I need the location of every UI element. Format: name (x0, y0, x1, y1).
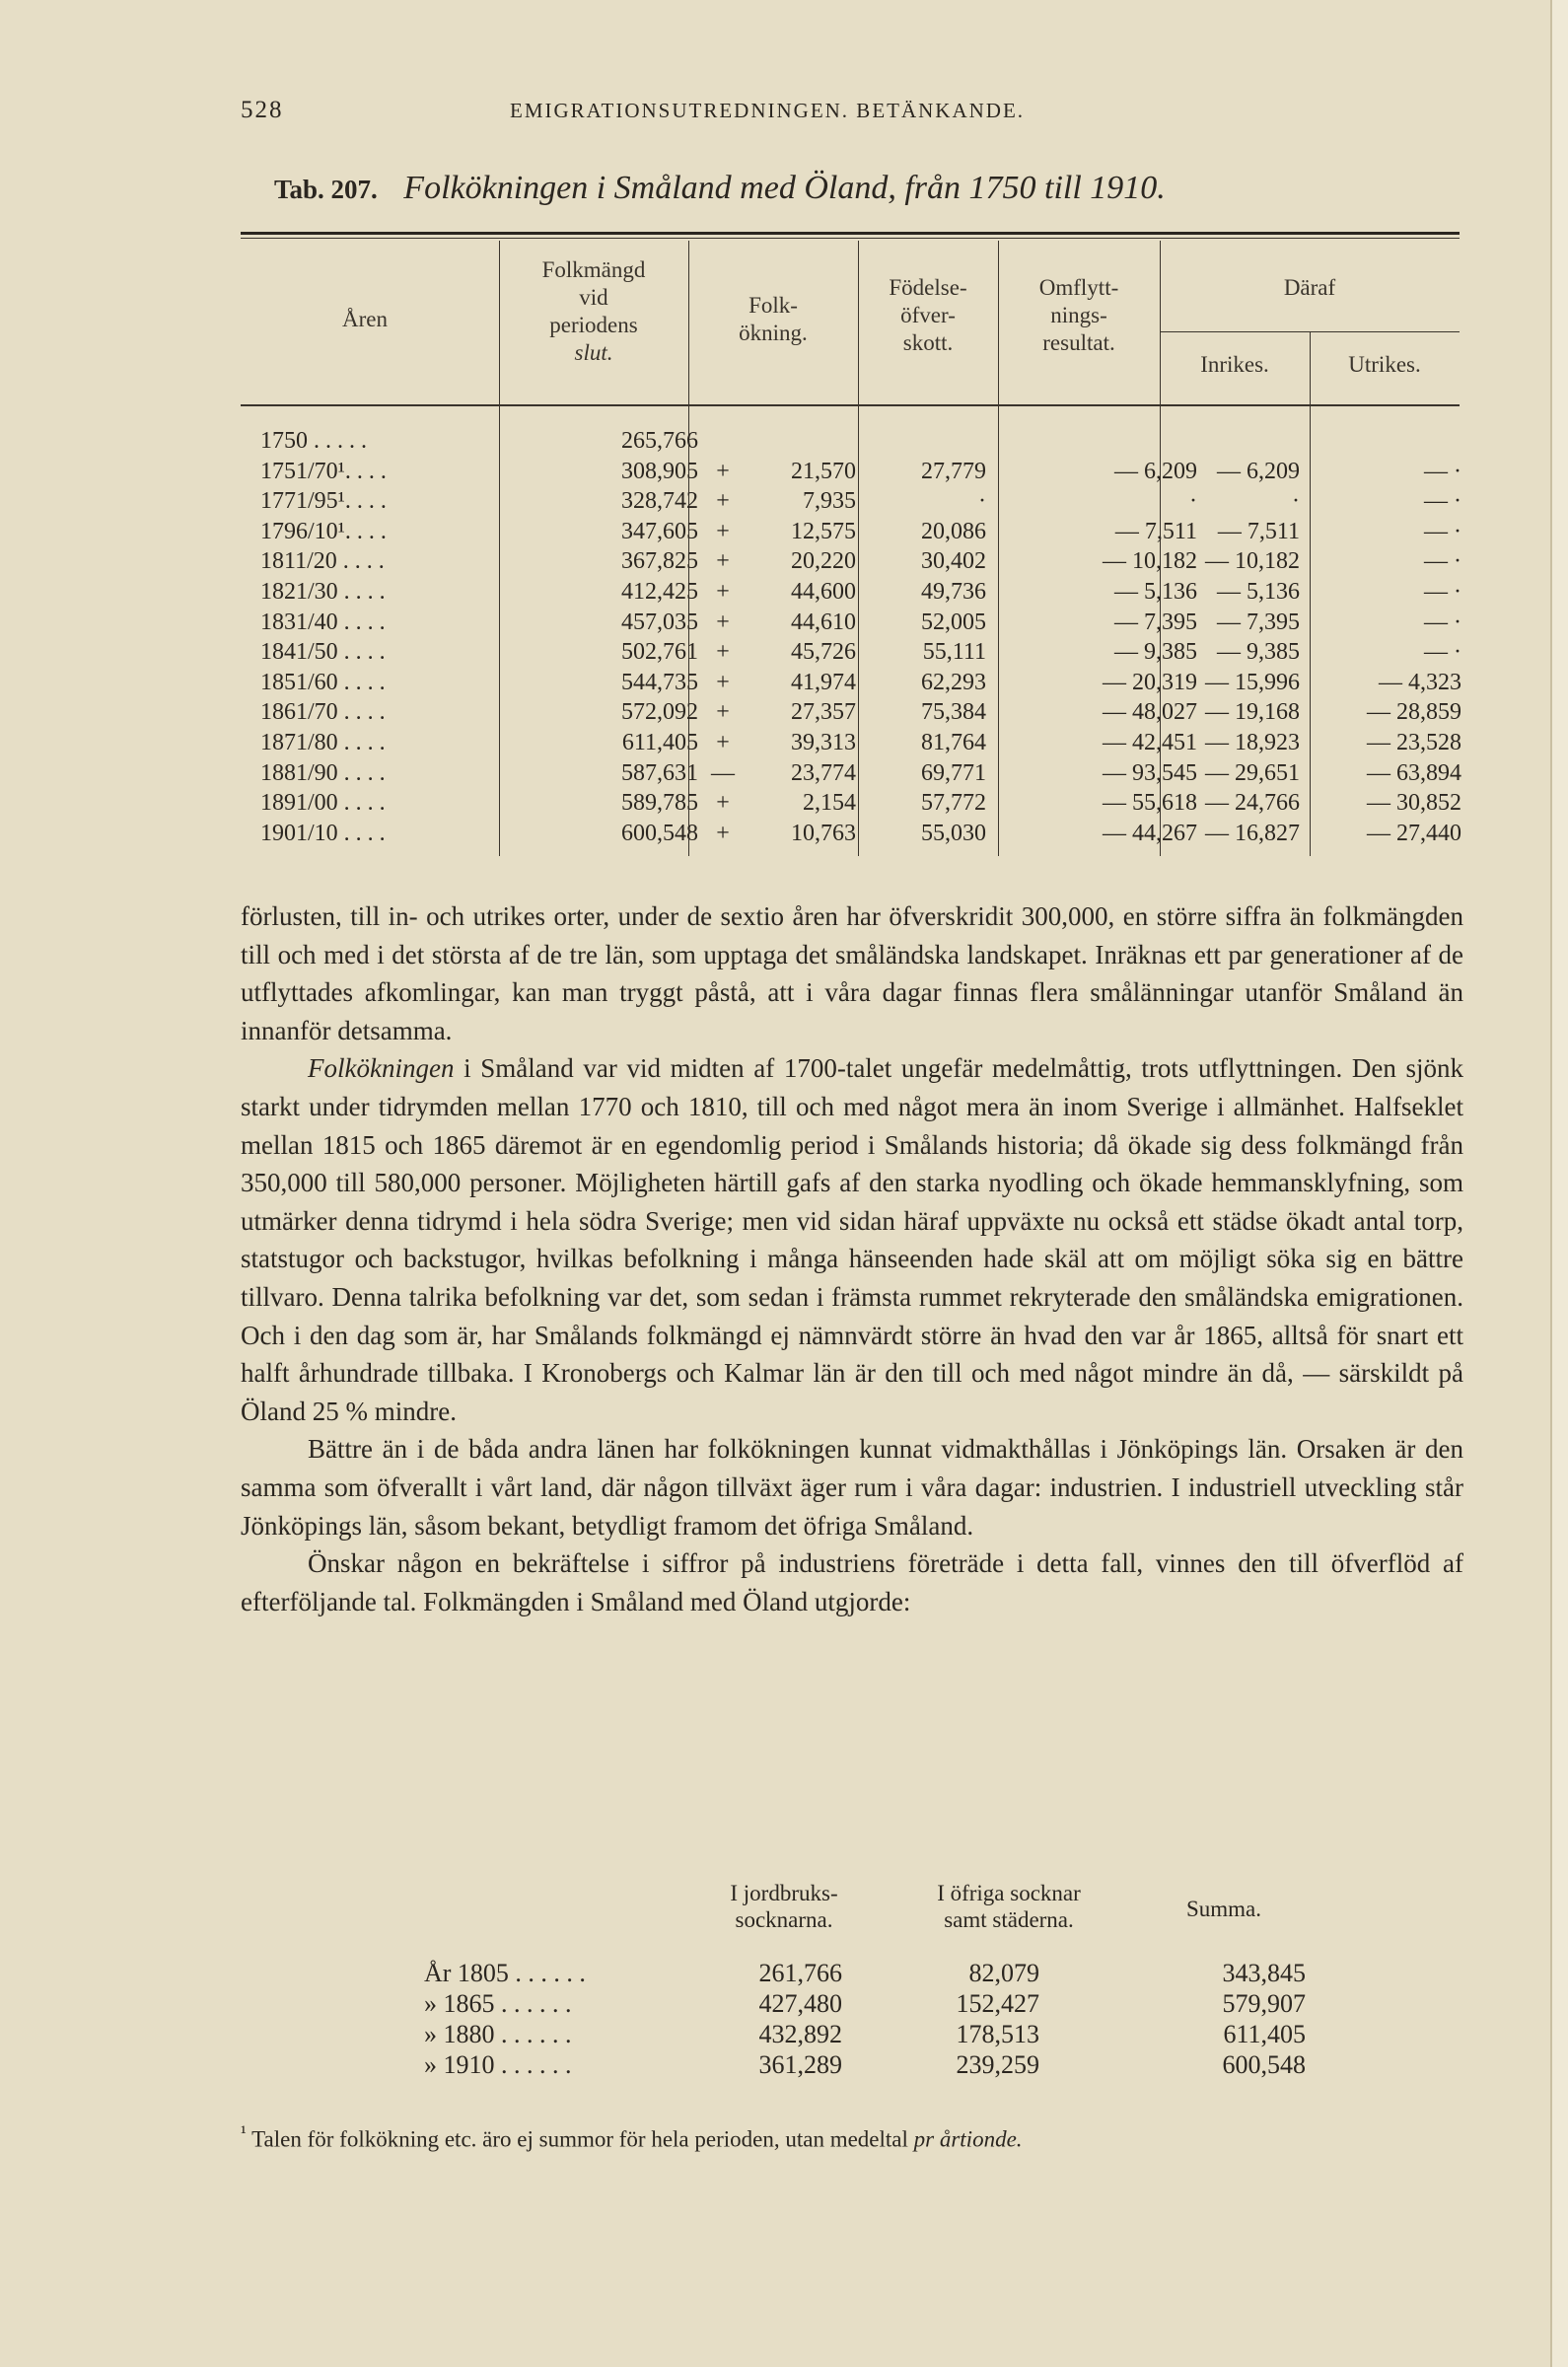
cell-births: 20,086 (921, 518, 986, 544)
cell-population: 457,035 (621, 609, 698, 635)
cell-sign: + (716, 669, 730, 695)
cell-births: 55,111 (922, 639, 986, 666)
cell-births: 49,736 (921, 579, 986, 605)
cell-domestic: — 5,136 (1217, 579, 1300, 605)
cell-sign: — (711, 759, 735, 786)
cell-migration: · (1189, 488, 1197, 515)
small-cell-b: 152,427 (956, 1989, 1039, 2018)
cell-years: 1851/60 . . . . (260, 669, 386, 695)
cell-foreign: — · (1424, 579, 1461, 605)
cell-increase: 2,154 (803, 790, 856, 817)
small-table-row (241, 1989, 1325, 2019)
cell-years: 1831/40 . . . . (260, 609, 386, 635)
page-edge (1550, 0, 1568, 2367)
cell-foreign: — · (1424, 458, 1461, 484)
table-row (241, 546, 1460, 576)
col-header-population-l1: Folkmängd (541, 257, 646, 282)
cell-increase: 21,570 (791, 458, 856, 484)
table-top-rule (241, 232, 1460, 235)
cell-births: 55,030 (921, 820, 986, 846)
small-cell-a: 432,892 (758, 2020, 842, 2048)
col-header-increase-l2: ökning. (739, 321, 808, 345)
cell-births: 62,293 (921, 669, 986, 695)
cell-migration: — 42,451 (1103, 730, 1197, 755)
cell-population: 587,631 (621, 759, 698, 786)
cell-births: 52,005 (921, 609, 986, 635)
small-table-header-b-l1: I öfriga socknar (937, 1881, 1081, 1905)
cell-foreign: — 28,859 (1367, 699, 1461, 726)
col-header-population-l4 (499, 339, 688, 367)
col-header-domestic: Inrikes. (1200, 352, 1269, 377)
paragraph-2-lead: Folkökningen (308, 1053, 455, 1084)
cell-years: 1861/70 . . . . (260, 699, 386, 726)
small-cell-c: 579,907 (1222, 1989, 1306, 2018)
table-row (241, 697, 1460, 727)
small-cell-b: 82,079 (968, 1959, 1039, 1987)
cell-migration: — 7,511 (1114, 518, 1197, 544)
col-header-births-l2: öfver- (900, 303, 956, 327)
col-header-births-l1: Födelse- (889, 275, 967, 300)
small-table-row (241, 1959, 1325, 1988)
cell-years: 1771/95¹. . . . (260, 488, 387, 515)
table-caption: Folkökningen i Småland med Öland, från 1750 till 1910. (403, 170, 1166, 206)
running-header-title: EMIGRATIONSUTREDNINGEN. BETÄNKANDE. (510, 99, 1026, 122)
cell-population: 412,425 (621, 579, 698, 605)
cell-sign: + (716, 790, 730, 817)
cell-population: 502,761 (621, 639, 698, 666)
small-cell-b: 178,513 (956, 2020, 1039, 2048)
small-cell-year: » 1910 . . . . . . (424, 2050, 572, 2079)
paragraph-2-text: i Småland var vid midten af 1700-talet ungefär medelmåttig, trots utflyttningen. Den sjönk starkt under tidrymden mellan 1770 och 1810, till och med något mera än inom Sverige i allmänhet. Halfseklet mellan 1815 och 1865 däremot är en egendomlig period i Smålands historia; då ökade sig dess folkmängd från 350,000 till 580,000 personer. Möjligheten härtill gafs af den starka nyodling och ökade hemmansklyfning, som utmärker denna tidrymd i hela södra Sverige; men vid sidan häraf uppväxte nu också ett städse ökadt antal torp, statstugor och backstugor, hvilkas befolkning i många hänseenden hade skäl att om möjligt söka sig en bättre tillvaro. Denna talrika befolkning var det, som sedan i främsta rummet rekryterade den småländska emigrationen. Och i den dag som är, har Smålands folkmängd ej nämnvärdt större än hvad den var år 1865, alltså för snart ett halft århundrade tillbaka. I Kronobergs och Kalmar län är den till och med något mindre än då, — särskildt på Öland 25 % mindre. (241, 1053, 1463, 1426)
small-cell-year: » 1880 . . . . . . (424, 2020, 572, 2048)
cell-migration: — 7,395 (1114, 609, 1197, 635)
cell-domestic: — 7,395 (1217, 609, 1300, 635)
small-cell-year: År 1805 . . . . . . (424, 1959, 586, 1987)
cell-domestic: — 19,168 (1205, 699, 1300, 726)
table-row (241, 608, 1460, 637)
table-row (241, 788, 1460, 818)
table-row (241, 728, 1460, 757)
cell-migration: — 48,027 (1103, 699, 1197, 726)
cell-migration: — 20,319 (1103, 669, 1197, 695)
small-table-header-a (690, 1880, 878, 1933)
col-header-years: Åren (342, 307, 388, 331)
cell-births: · (978, 488, 986, 515)
col-header-population (499, 256, 688, 367)
small-cell-c: 600,548 (1222, 2050, 1306, 2079)
paragraph-1: förlusten, till in- och utrikes orter, under de sextio åren har öfverskridit 300,000, en större siffra än folkmängden till och med i det största af de tre län, som upptaga det småländska landskapet. Inräknas ett par generationer af de utflyttades afkomlingar, kan man tryggt påstå, att i våra dagar finnas flera smålänningar utanför Småland än innanför detsamma. (241, 901, 1463, 1045)
cell-population: 265,766 (621, 428, 698, 454)
cell-population: 347,605 (621, 518, 698, 544)
col-header-population-slut: slut. (574, 340, 613, 365)
small-cell-b: 239,259 (956, 2050, 1039, 2079)
cell-foreign: — 27,440 (1367, 820, 1461, 846)
cell-births: 81,764 (921, 730, 986, 755)
cell-population: 544,735 (621, 669, 698, 695)
table-row (241, 517, 1460, 546)
table-title (274, 170, 1458, 207)
cell-sign: + (716, 609, 730, 635)
footnote-text: Talen för folkökning etc. äro ej summor för hela perioden, utan medeltal (246, 2126, 914, 2152)
running-head (241, 97, 1483, 136)
cell-increase: 44,610 (791, 609, 856, 635)
cell-domestic: — 9,385 (1217, 639, 1300, 666)
cell-migration: — 9,385 (1114, 639, 1197, 666)
col-header-foreign: Utrikes. (1348, 352, 1421, 377)
body-text (241, 897, 1463, 1620)
cell-births: 57,772 (921, 790, 986, 817)
small-table-header-b-l2: samt städerna. (944, 1907, 1074, 1932)
cell-sign: + (716, 699, 730, 726)
table-row (241, 668, 1460, 697)
small-cell-a: 361,289 (758, 2050, 842, 2079)
cell-births: 69,771 (921, 759, 986, 786)
cell-years: 1901/10 . . . . (260, 820, 386, 846)
cell-foreign: — 23,528 (1367, 730, 1461, 755)
cell-births: 27,779 (921, 458, 986, 484)
cell-years: 1811/20 . . . . (260, 548, 385, 575)
cell-increase: 39,313 (791, 730, 856, 755)
col-header-increase-l1: Folk- (748, 293, 798, 318)
cell-domestic: — 15,996 (1205, 669, 1300, 695)
cell-domestic: — 29,651 (1205, 759, 1300, 786)
cell-sign: + (716, 548, 730, 575)
cell-population: 572,092 (621, 699, 698, 726)
cell-population: 611,405 (621, 730, 698, 755)
col-header-migration-l3: resultat. (1042, 330, 1115, 355)
cell-foreign: — · (1424, 488, 1461, 515)
cell-foreign: — · (1424, 518, 1461, 544)
cell-domestic: — 6,209 (1217, 458, 1300, 484)
table-row (241, 486, 1460, 516)
cell-years: 1841/50 . . . . (260, 639, 386, 666)
cell-migration: — 6,209 (1114, 458, 1197, 484)
table-header-bottom-rule (241, 404, 1460, 406)
cell-population: 600,548 (621, 820, 698, 846)
col-header-thereof: Däraf (1283, 275, 1336, 300)
table-row (241, 819, 1460, 848)
paragraph-4: Önskar någon en bekräftelse i siffror på industriens företräde i detta fall, vinnes den till öfverflöd af efterföljande tal. Folkmängden i Småland med Öland utgjorde: (241, 1548, 1463, 1616)
col-header-migration-l2: nings- (1050, 303, 1107, 327)
cell-sign: + (716, 820, 730, 846)
small-cell-c: 343,845 (1222, 1959, 1306, 1987)
small-cell-c: 611,405 (1223, 2020, 1306, 2048)
cell-years: 1891/00 . . . . (260, 790, 386, 817)
small-table-header-b (895, 1880, 1122, 1933)
small-cell-year: » 1865 . . . . . . (424, 1989, 572, 2018)
cell-migration: — 44,267 (1103, 820, 1197, 846)
col-header-births (858, 274, 998, 357)
cell-domestic: — 24,766 (1205, 790, 1300, 817)
paragraph-3: Bättre än i de båda andra länen har folkökningen kunnat vidmakthållas i Jönköpings län. Orsaken är den samma som öfverallt i vårt land, där någon tillväxt äger rum i våra dagar: industrien. I industriell utveckling står Jönköpings län, såsom bekant, betydligt framom det öfriga Småland. (241, 1434, 1463, 1541)
cell-migration: — 93,545 (1103, 759, 1197, 786)
col-header-migration-l1: Omflytt- (1038, 275, 1119, 300)
table-row (241, 637, 1460, 667)
cell-population: 367,825 (621, 548, 698, 575)
cell-increase: 45,726 (791, 639, 856, 666)
cell-domestic: — 16,827 (1205, 820, 1300, 846)
col-header-population-l3: periodens (549, 313, 638, 337)
small-table-header-a-l1: I jordbruks- (730, 1881, 838, 1905)
table-row (241, 758, 1460, 788)
cell-population: 589,785 (621, 790, 698, 817)
cell-domestic: — 7,511 (1217, 518, 1300, 544)
cell-population: 328,742 (621, 488, 698, 515)
cell-increase: 7,935 (803, 488, 856, 515)
cell-population: 308,905 (621, 458, 698, 484)
small-table-header-c: Summa. (1185, 1897, 1262, 1921)
cell-sign: + (716, 518, 730, 544)
cell-years: 1821/30 . . . . (260, 579, 386, 605)
cell-foreign: — · (1424, 548, 1461, 575)
cell-foreign: — 63,894 (1367, 759, 1461, 786)
cell-domestic: — 18,923 (1205, 730, 1300, 755)
cell-increase: 27,357 (791, 699, 856, 726)
small-table-row (241, 2020, 1325, 2049)
cell-births: 30,402 (921, 548, 986, 575)
cell-migration: — 55,618 (1103, 790, 1197, 817)
cell-foreign: — · (1424, 639, 1461, 666)
table-row (241, 426, 1460, 456)
table-row (241, 457, 1460, 486)
small-cell-a: 427,480 (758, 1989, 842, 2018)
cell-domestic: · (1292, 488, 1300, 515)
cell-sign: + (716, 488, 730, 515)
cell-sign: + (716, 730, 730, 755)
cell-years: 1796/10¹. . . . (260, 518, 387, 544)
col-header-increase (688, 292, 858, 347)
paragraph-2 (241, 1049, 1463, 1430)
table-row (241, 577, 1460, 607)
footnote-italic: pr årtionde. (913, 2126, 1023, 2152)
cell-increase: 10,763 (791, 820, 856, 846)
cell-births: 75,384 (921, 699, 986, 726)
cell-increase: 12,575 (791, 518, 856, 544)
cell-years: 1871/80 . . . . (260, 730, 386, 755)
cell-increase: 23,774 (791, 759, 856, 786)
cell-foreign: — 30,852 (1367, 790, 1461, 817)
cell-foreign: — · (1424, 609, 1461, 635)
cell-years: 1750 . . . . . (260, 428, 367, 454)
small-table-header-a-l2: socknarna. (735, 1907, 833, 1932)
footnote (241, 2118, 1463, 2155)
cell-migration: — 5,136 (1114, 579, 1197, 605)
cell-sign: + (716, 458, 730, 484)
small-cell-a: 261,766 (758, 1959, 842, 1987)
cell-migration: — 10,182 (1103, 548, 1197, 575)
col-header-population-l2: vid (579, 285, 608, 310)
cell-foreign: — 4,323 (1379, 669, 1461, 695)
footnote-marker: ¹ (241, 2122, 247, 2143)
col-header-births-l3: skott. (902, 330, 954, 355)
cell-sign: + (716, 639, 730, 666)
cell-sign: + (716, 579, 730, 605)
table-top-rule-thin (241, 238, 1460, 239)
small-table-row (241, 2050, 1325, 2080)
cell-increase: 41,974 (791, 669, 856, 695)
table-label: Tab. 207. (274, 175, 378, 204)
cell-years: 1751/70¹. . . . (260, 458, 387, 484)
page-number: 528 (241, 97, 284, 123)
cell-increase: 20,220 (791, 548, 856, 575)
cell-years: 1881/90 . . . . (260, 759, 386, 786)
cell-domestic: — 10,182 (1205, 548, 1300, 575)
cell-increase: 44,600 (791, 579, 856, 605)
col-header-migration (998, 274, 1160, 357)
